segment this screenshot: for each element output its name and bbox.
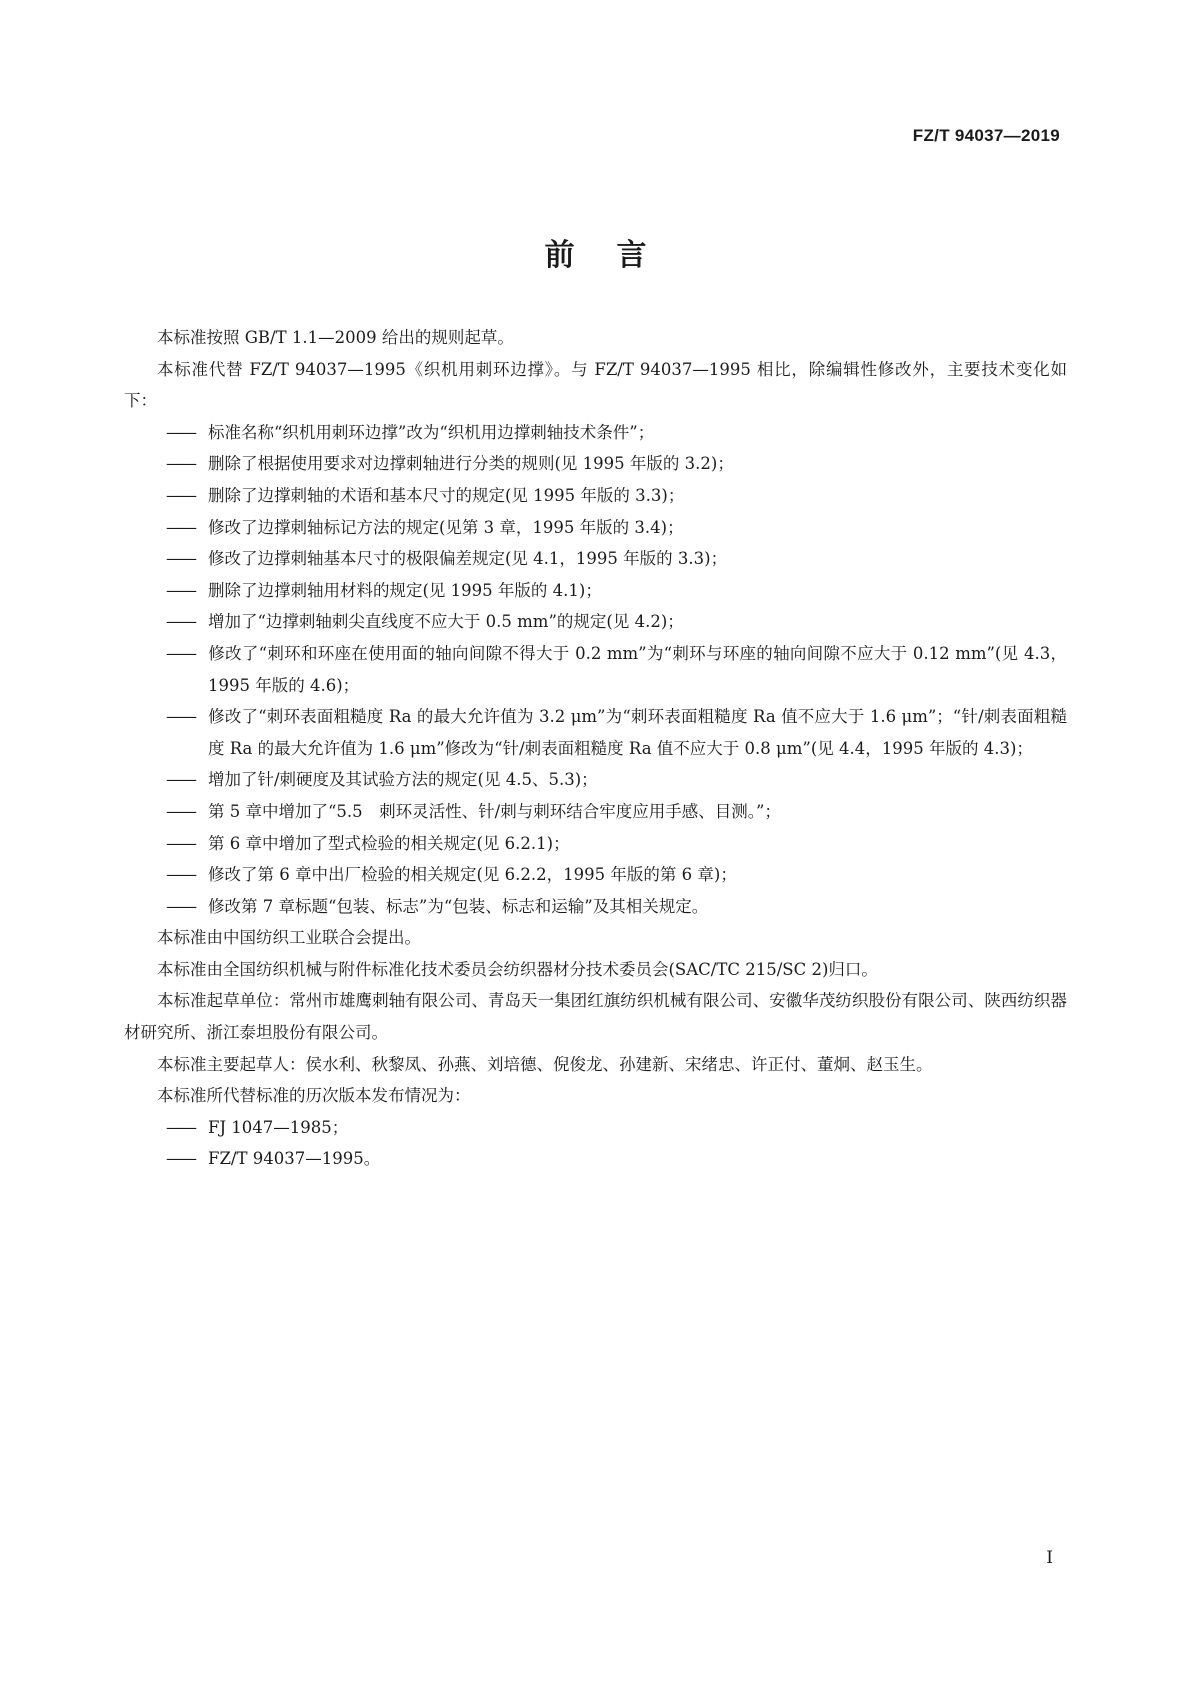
dash-marker: —— [166, 422, 195, 442]
dash-marker: —— [166, 1117, 195, 1137]
paragraph-centralized-by: 本标准由全国纺织机械与附件标准化技术委员会纺织器材分技术委员会(SAC/TC 215/SC 2)归口。 [157, 959, 878, 979]
list-item: —— FJ 1047—1985； [124, 1112, 1067, 1144]
dash-marker: —— [166, 833, 195, 853]
paragraph-drafting-rules: 本标准按照 GB/T 1.1—2009 给出的规则起草。 [157, 328, 514, 347]
changes-list [124, 417, 1067, 923]
list-item: —— 修改了第 6 章中出厂检验的相关规定(见 6.2.2，1995 年版的第 6 章)； [124, 859, 1067, 891]
list-item: —— 删除了边撑刺轴的术语和基本尺寸的规定(见 1995 年版的 3.3)； [124, 480, 1067, 512]
dash-marker: —— [166, 643, 195, 663]
dash-marker: —— [166, 549, 195, 569]
dash-marker: —— [166, 801, 195, 821]
dash-marker: —— [166, 580, 195, 600]
previous-versions-list [124, 1112, 1067, 1175]
list-item: —— FZ/T 94037—1995。 [124, 1143, 1067, 1175]
dash-marker: —— [166, 485, 195, 505]
list-item: —— 修改了“刺环和环座在使用面的轴向间隙不得大于 0.2 mm”为“刺环与环座的轴向间隙不应大于 0.12 mm”(见 4.3，1995 年版的 4.6)； [124, 638, 1067, 701]
dash-marker: —— [166, 612, 195, 632]
list-item: —— 修改了“刺环表面粗糙度 Ra 的最大允许值为 3.2 μm”为“刺环表面粗糙度 Ra 值不应大于 1.6 μm”；“针/刺表面粗糙度 Ra 的最大允许值为 1.6 μm”修改为“针/刺表面粗糙度 Ra 值不应大于 0.8 μm”(见 4.4，1995 年版的 4.3)； [124, 701, 1067, 764]
list-item: —— 修改了边撑刺轴基本尺寸的极限偏差规定(见 4.1，1995 年版的 3.3)； [124, 543, 1067, 575]
dash-marker: —— [166, 517, 195, 537]
dash-marker: —— [166, 770, 195, 790]
list-item: —— 第 6 章中增加了型式检验的相关规定(见 6.2.1)； [124, 828, 1067, 860]
list-item: —— 删除了根据使用要求对边撑刺轴进行分类的规则(见 1995 年版的 3.2)； [124, 448, 1067, 480]
dash-marker: —— [166, 454, 195, 474]
paragraph-proposed-by: 本标准由中国纺织工业联合会提出。 [157, 928, 421, 948]
list-item: —— 删除了边撑刺轴用材料的规定(见 1995 年版的 4.1)； [124, 575, 1067, 607]
paragraph-version-history: 本标准所代替标准的历次版本发布情况为： [157, 1086, 471, 1106]
dash-marker: —— [166, 1149, 195, 1169]
dash-marker: —— [166, 707, 195, 727]
paragraph-drafting-units: 本标准起草单位：常州市雄鹰刺轴有限公司、青岛天一集团红旗纺织机械有限公司、安徽华茂纺织股份有限公司、陕西纺织器材研究所、浙江泰坦股份有限公司。 [124, 991, 1067, 1043]
dash-marker: —— [166, 896, 195, 916]
list-item: —— 修改了边撑刺轴标记方法的规定(见第 3 章，1995 年版的 3.4)； [124, 512, 1067, 544]
document-code: FZ/T 94037—2019 [912, 126, 1060, 145]
page-number: I [1046, 1548, 1053, 1568]
document-body [124, 322, 1067, 1175]
list-item: —— 增加了针/刺硬度及其试验方法的规定(见 4.5、5.3)； [124, 764, 1067, 796]
list-item: —— 第 5 章中增加了“5.5 刺环灵活性、针/刺与刺环结合牢度应用手感、目测。”； [124, 796, 1067, 828]
list-item: —— 增加了“边撑刺轴刺尖直线度不应大于 0.5 mm”的规定(见 4.2)； [124, 606, 1067, 638]
list-item: —— 修改第 7 章标题“包装、标志”为“包装、标志和运输”及其相关规定。 [124, 891, 1067, 923]
page-title: 前言 [544, 238, 689, 273]
paragraph-drafters: 本标准主要起草人：侯水利、秋黎凤、孙燕、刘培德、倪俊龙、孙建新、宋绪忠、许正付、董炯、赵玉生。 [157, 1054, 933, 1074]
paragraph-replaces: 本标准代替 FZ/T 94037—1995《织机用刺环边撑》。与 FZ/T 94037—1995 相比，除编辑性修改外，主要技术变化如下： [124, 359, 1067, 411]
dash-marker: —— [166, 865, 195, 885]
list-item: —— 标准名称“织机用刺环边撑”改为“织机用边撑刺轴技术条件”； [124, 417, 1067, 449]
